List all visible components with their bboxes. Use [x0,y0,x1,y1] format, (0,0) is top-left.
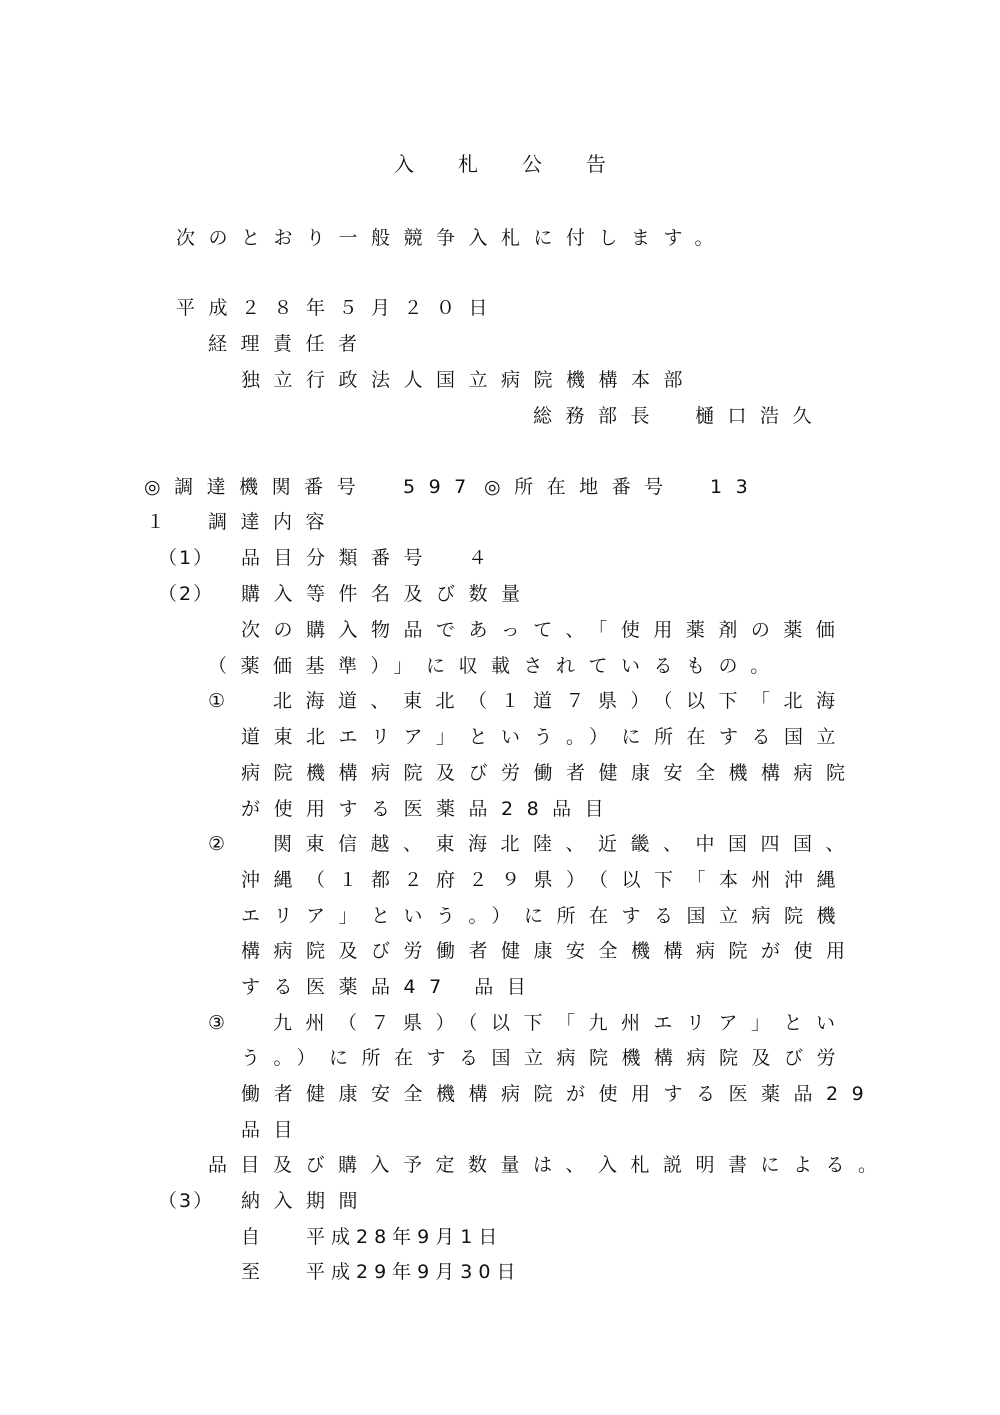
delivery-to-label: 至 [241,1261,274,1283]
procurement-agency-number: 597 [403,476,480,498]
item1-label: 品目分類番号 [241,547,437,569]
signatory-position: 総務部長 [533,405,664,427]
sub3-line1: 九州（７県）（以下「九州エリア」とい [273,1012,849,1034]
section1-heading-line [0,510,1000,534]
signatory-name: 樋口浩久 [695,405,826,427]
organization-name: 独立行政法人国立病院機構本部 [241,369,697,391]
reference-numbers-line [0,475,1000,499]
item2-note: 品目及び購入予定数量は、入札説明書による。 [208,1154,891,1176]
intro-text: 次のとおり一般競争入札に付します。 [176,227,727,249]
item1-marker: （1） [158,547,215,569]
item3-marker: （3） [158,1190,215,1212]
location-number: 13 [710,476,762,498]
sub3-marker: ③ [208,1012,239,1034]
item2-line [0,582,1000,606]
sub2-line2: 沖縄（１都２府２９県）（以下「本州沖縄 [241,869,850,891]
item2-desc-line1: 次の購入物品であって、「使用薬剤の薬価 [241,619,849,641]
item3-line [0,1189,1000,1213]
item1-line [0,546,1000,570]
section1-heading: 調達内容 [208,511,339,533]
item2-marker: （2） [158,583,215,605]
sub1-line1: 北海道、東北（１道７県）（以下「北海 [273,690,849,712]
sub3-line3: 働者健康安全機構病院が使用する医薬品29 [241,1083,878,1105]
sub1-line4: が使用する医薬品28品目 [241,798,618,820]
sub1-line2: 道東北エリア」という。）に所在する国立 [241,726,850,748]
delivery-from-date: 平成28年9月1日 [306,1226,504,1248]
sub3-line2: う。）に所在する国立病院機構病院及び労 [241,1047,850,1069]
location-label: ◎所在地番号 [484,476,677,498]
sub2-line1: 関東信越、東海北陸、近畿、中国四国、 [273,833,859,855]
delivery-from-line [0,1225,1000,1249]
sub2-line3: エリア」という。）に所在する国立病院機 [241,905,850,927]
sub2-line5: する医薬品47 品目 [241,976,540,998]
sub1-line3: 病院機構病院及び労働者健康安全機構病院 [241,762,859,784]
delivery-to-date: 平成29年9月30日 [306,1261,522,1283]
signatory-line [0,404,1000,428]
section1-number: １ [146,511,179,533]
item3-label: 納入期間 [241,1190,372,1212]
sub3-line4: 品目 [241,1119,307,1141]
sub1-marker: ① [208,690,239,712]
procurement-agency-label: ◎調達機関番号 [144,476,370,498]
sub2-marker: ② [208,833,239,855]
officer-title: 経理責任者 [208,333,371,355]
item1-value: ４ [468,547,501,569]
item2-desc-line2: （薬価基準）」に収載されているもの。 [208,655,783,677]
delivery-to-line [0,1260,1000,1284]
delivery-from-label: 自 [241,1226,274,1248]
sub2-line4: 構病院及び労働者健康安全機構病院が使用 [241,940,859,962]
notice-title: 入札公告 [394,152,650,176]
sub3-first-line [0,1011,1000,1035]
notice-date: 平成２８年５月２０日 [176,297,502,319]
item2-label: 購入等件名及び数量 [241,583,534,605]
sub2-first-line [0,832,1000,856]
sub1-first-line [0,689,1000,713]
